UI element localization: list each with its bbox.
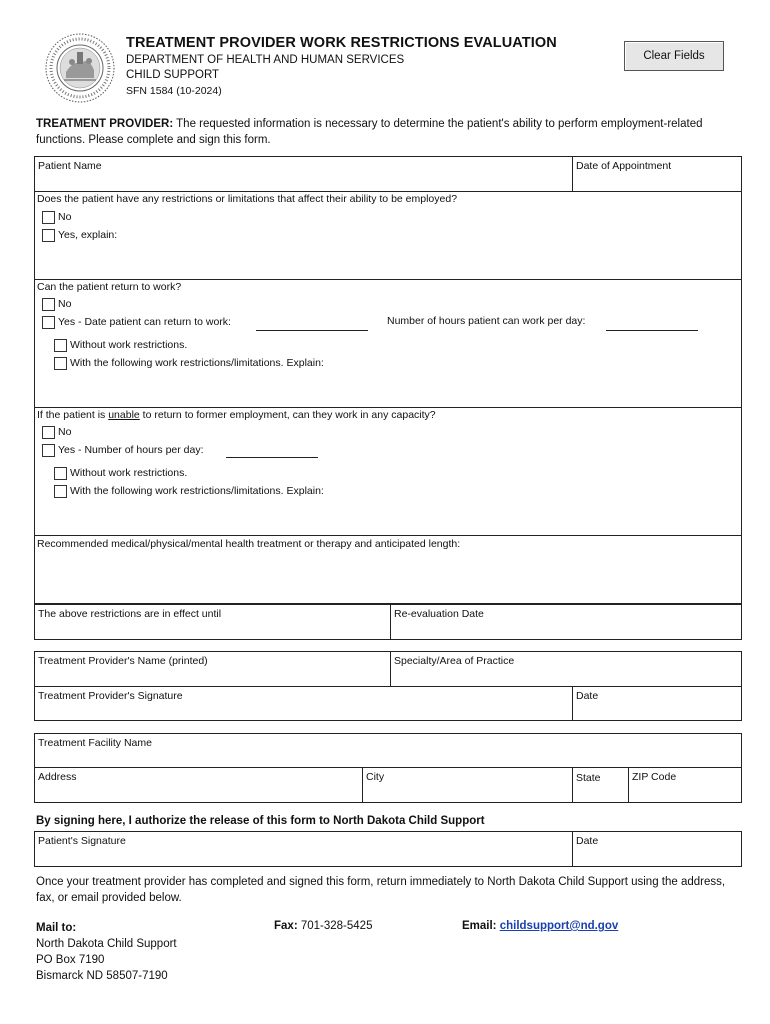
q4-treatment-field[interactable] xyxy=(36,552,740,602)
q2-hours-label: Number of hours patient can work per day: xyxy=(387,315,586,327)
main-form-section xyxy=(34,156,742,604)
return-instructions: Once your treatment provider has completed and signed this form, return immediately to North Dakota Child Support using the address, fax, or email provided below. xyxy=(36,876,726,904)
q2-with-label: With the following work restrictions/limitations. Explain: xyxy=(70,357,324,369)
form-title: TREATMENT PROVIDER WORK RESTRICTIONS EVALUATION xyxy=(126,35,557,51)
q3-hours-field[interactable] xyxy=(226,457,318,458)
q1-no-checkbox[interactable] xyxy=(42,211,55,224)
q2-yes-label: Yes - Date patient can return to work: xyxy=(58,316,231,328)
patient-name-field[interactable] xyxy=(36,172,570,190)
address-label: Address xyxy=(38,771,77,783)
q3-without-label: Without work restrictions. xyxy=(70,467,188,479)
effect-until-label: The above restrictions are in effect until xyxy=(38,608,222,620)
reevaluation-date-label: Re-evaluation Date xyxy=(394,608,484,620)
q2-without-checkbox[interactable] xyxy=(54,339,67,352)
q2-no-label: No xyxy=(58,298,72,310)
q2-without-label: Without work restrictions. xyxy=(70,339,188,351)
authorization-heading: By signing here, I authorize the release of this form to North Dakota Child Support xyxy=(36,815,485,827)
form-number: SFN 1584 (10-2024) xyxy=(126,85,222,97)
appointment-date-field[interactable] xyxy=(574,172,740,190)
division-name: CHILD SUPPORT xyxy=(126,69,220,81)
facility-name-label: Treatment Facility Name xyxy=(38,737,152,749)
patient-signature-row xyxy=(34,831,742,867)
q4-question: Recommended medical/physical/mental health treatment or therapy and anticipated length: xyxy=(37,538,461,550)
intro-paragraph xyxy=(36,116,744,148)
q3-yes-checkbox[interactable] xyxy=(42,444,55,457)
q3-yes-label: Yes - Number of hours per day: xyxy=(58,444,204,456)
q1-yes-label: Yes, explain: xyxy=(58,229,118,241)
mail-label: Mail to: xyxy=(36,922,77,934)
q1-question: Does the patient have any restrictions or limitations that affect their ability to be employed? xyxy=(37,193,458,205)
q3-question: If the patient is unable to return to former employment, can they work in any capacity? xyxy=(37,409,436,421)
specialty-label: Specialty/Area of Practice xyxy=(394,655,515,667)
q2-hours-field[interactable] xyxy=(606,330,698,331)
mail-block xyxy=(36,920,177,984)
provider-date-label: Date xyxy=(576,690,599,702)
patient-signature-label: Patient's Signature xyxy=(38,835,126,847)
clear-fields-button[interactable]: Clear Fields xyxy=(624,41,724,71)
email-link[interactable]: childsupport@nd.gov xyxy=(499,920,619,932)
patient-date-label: Date xyxy=(576,835,599,847)
city-label: City xyxy=(366,771,385,783)
q1-explain-field[interactable] xyxy=(130,228,738,276)
q2-yes-checkbox[interactable] xyxy=(42,316,55,329)
mail-line-2: PO Box 7190 xyxy=(36,954,105,966)
fax-block xyxy=(274,920,372,932)
q3-no-label: No xyxy=(58,426,72,438)
email-block xyxy=(462,920,618,932)
zip-label: ZIP Code xyxy=(632,771,677,783)
department-name: DEPARTMENT OF HEALTH AND HUMAN SERVICES xyxy=(126,54,405,66)
q3-without-checkbox[interactable] xyxy=(54,467,67,480)
q2-with-checkbox[interactable] xyxy=(54,357,67,370)
mail-line-1: North Dakota Child Support xyxy=(36,938,177,950)
state-seal-logo xyxy=(44,32,116,104)
provider-name-label: Treatment Provider's Name (printed) xyxy=(38,655,208,667)
intro-label: TREATMENT PROVIDER: xyxy=(36,118,174,130)
q2-no-checkbox[interactable] xyxy=(42,298,55,311)
q3-no-checkbox[interactable] xyxy=(42,426,55,439)
q2-question: Can the patient return to work? xyxy=(37,281,182,293)
provider-signature-label: Treatment Provider's Signature xyxy=(38,690,183,702)
q2-return-date-field[interactable] xyxy=(256,330,368,331)
mail-line-3: Bismarck ND 58507-7190 xyxy=(36,970,168,982)
fax-value: 701-328-5425 xyxy=(297,920,373,932)
q1-yes-checkbox[interactable] xyxy=(42,229,55,242)
q3-with-label: With the following work restrictions/limitations. Explain: xyxy=(70,485,324,497)
intro-text: The requested information is necessary to determine the patient's ability to perform employment-related functions. Please complete and sign this form. xyxy=(36,118,703,146)
appointment-date-label: Date of Appointment xyxy=(576,160,672,172)
email-label: Email: xyxy=(462,920,500,932)
state-label: State xyxy=(576,772,601,784)
q3-with-checkbox[interactable] xyxy=(54,485,67,498)
q1-no-label: No xyxy=(58,211,72,223)
fax-label: Fax: xyxy=(274,920,298,932)
patient-name-label: Patient Name xyxy=(38,160,102,172)
